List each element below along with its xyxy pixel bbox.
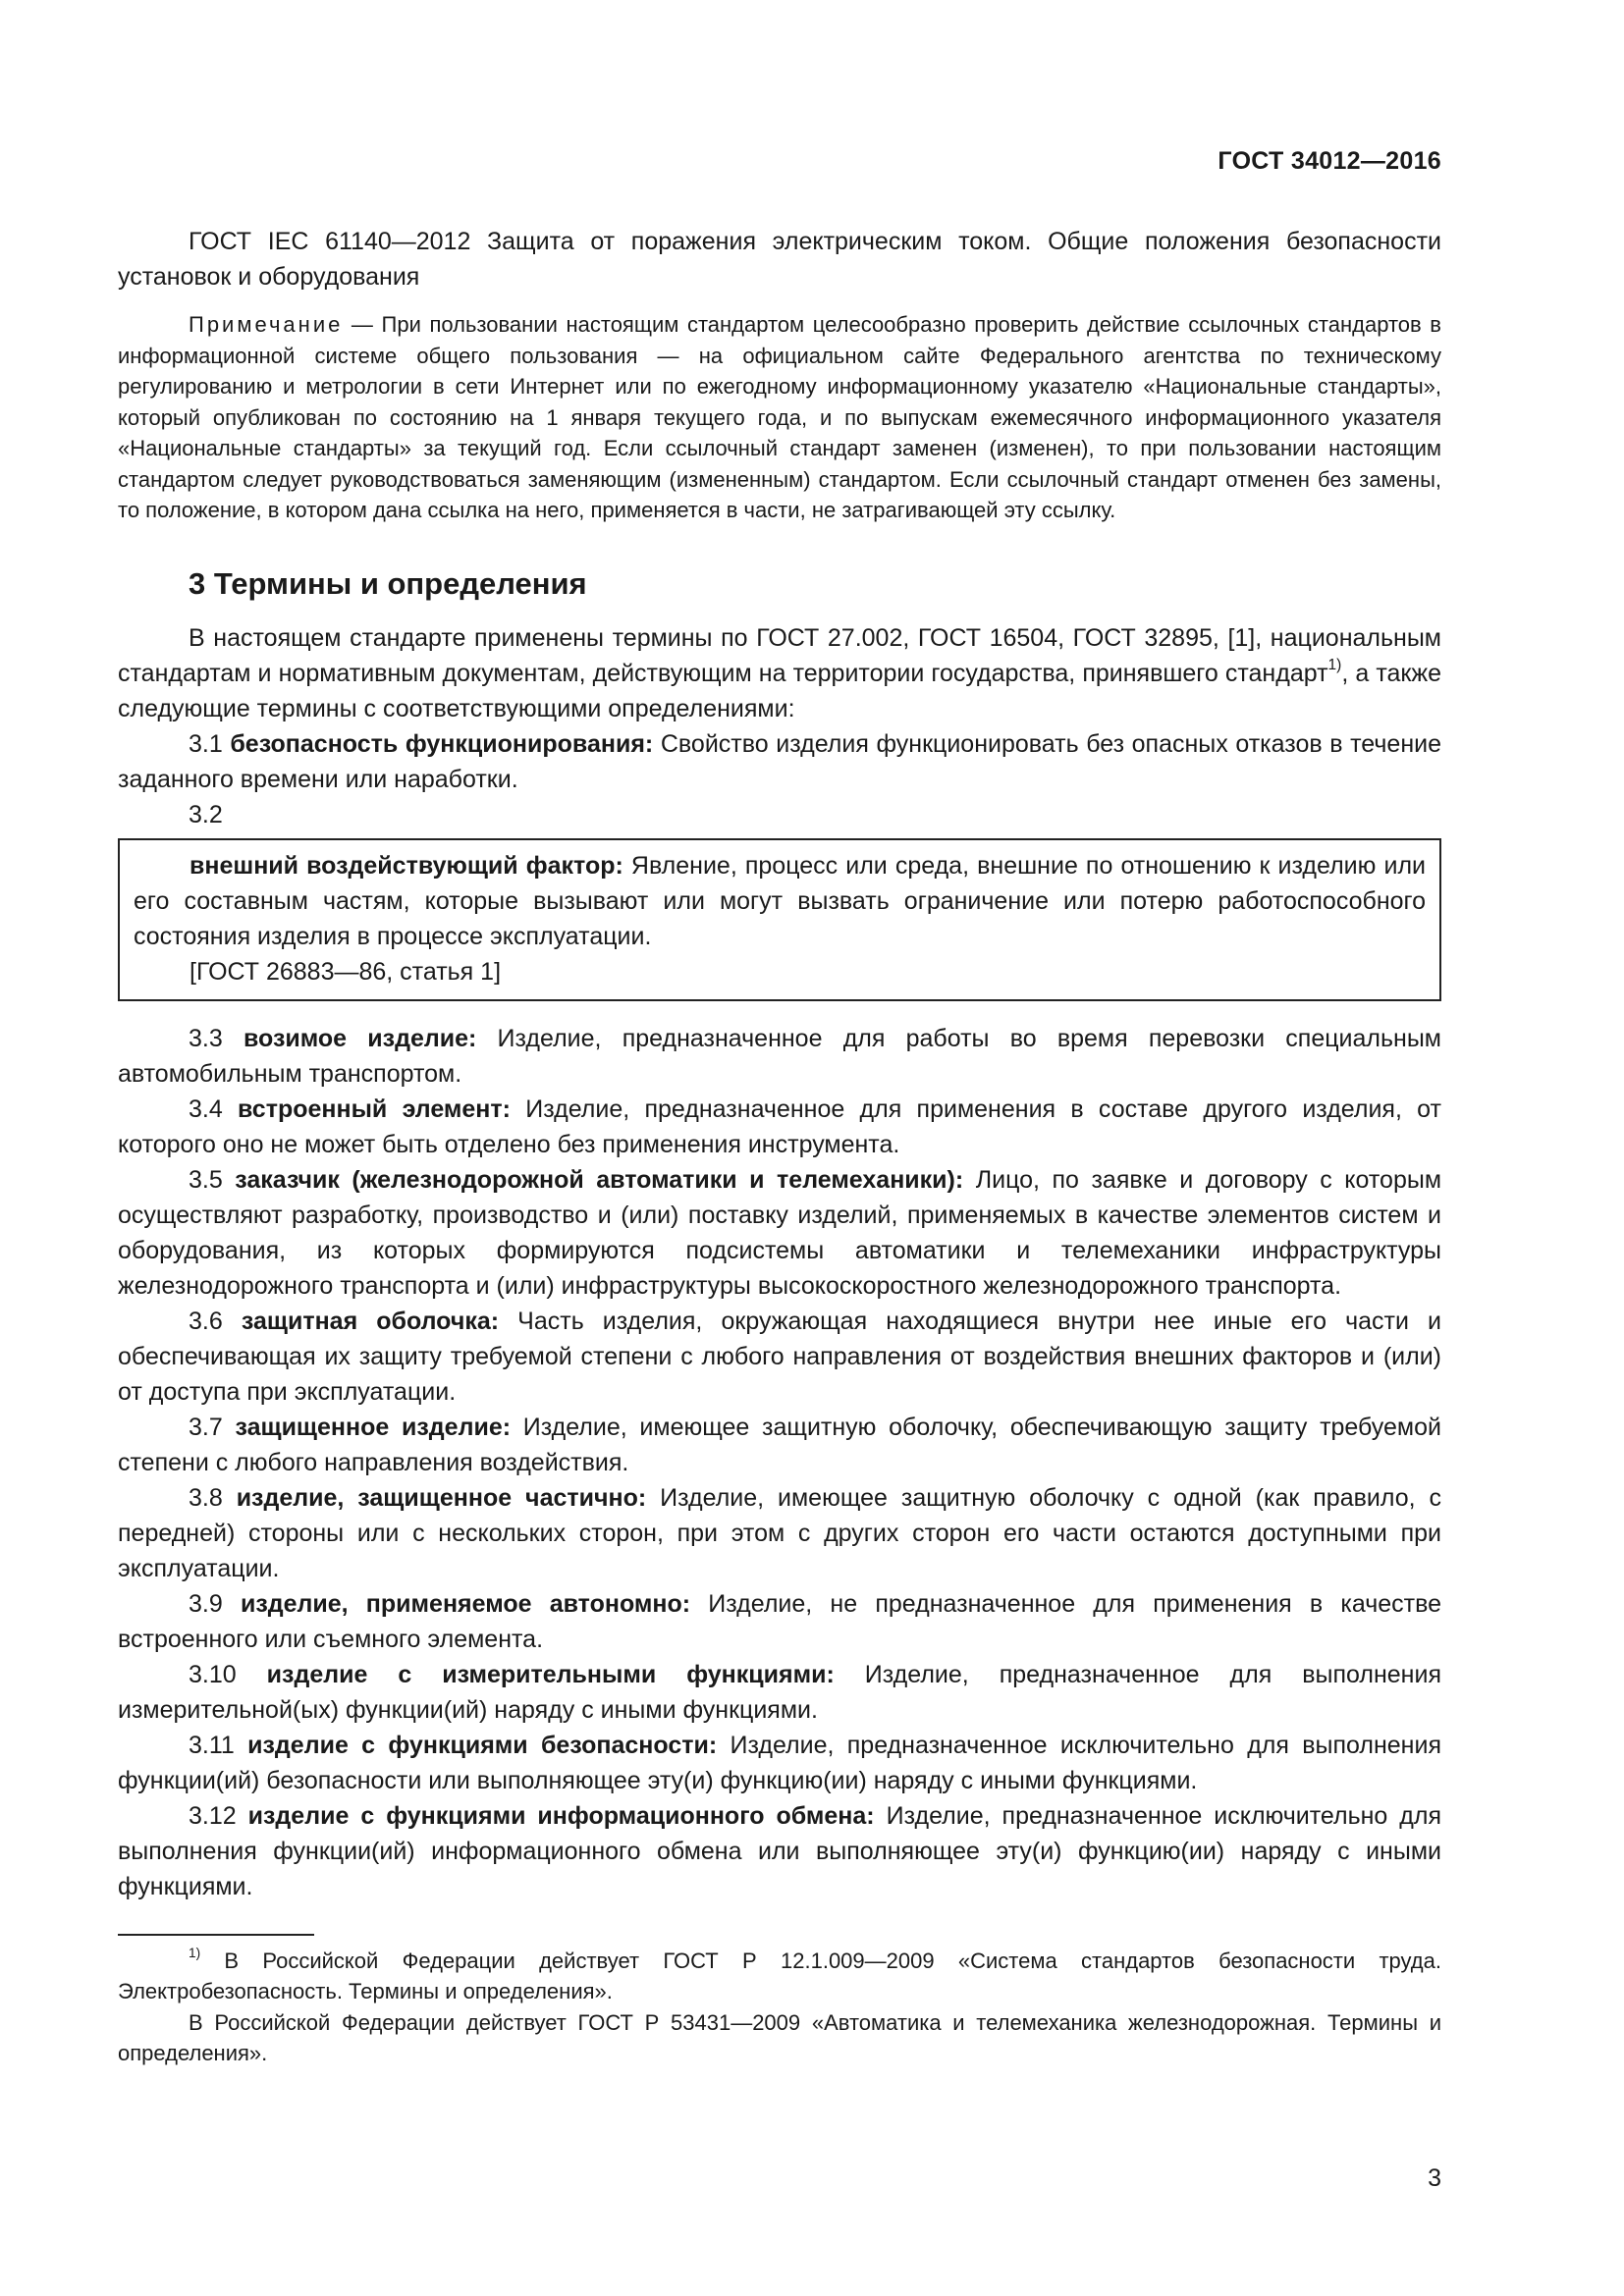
term-3-12: 3.12 изделие с функциями информационного обмена: Изделие, предназначенное исключительно для выполнения функции(ий) информационного обмена или выполняющее эту(и) функцию(ии) наряду с иными функциями.: [118, 1801, 1441, 1900]
term-3-6: 3.6 защитная оболочка: Часть изделия, окружающая находящиеся внутри нее иные его части и обеспечивающая их защиту требуемой степени с любого направления от воздействия внешних факторов и (или) от доступа при эксплуатации.: [118, 1307, 1442, 1406]
boxed-definition: [118, 838, 1441, 1001]
footnote-ref-1: 1): [1327, 656, 1342, 673]
term-title: заказчик (железнодорожной автоматики и телемеханики):: [235, 1165, 964, 1194]
term-3-5: 3.5 заказчик (железнодорожной автоматики и телемеханики): Лицо, по заявке и договору с которым осуществляют разработку, производство и (или) поставку изделий, применяемых в качестве элементов систем и оборудования, из которых формируются подсистемы автоматики и телемеханики инфраструктуры железнодорожного транспорта и (или) инфраструктуры высокоскоростного железнодорожного транспорта.: [118, 1165, 1442, 1300]
reference-note: [118, 309, 1441, 526]
term-3-2-number: 3.2: [189, 800, 223, 828]
boxed-source-ref: [ГОСТ 26883—86, статья 1]: [189, 957, 502, 986]
term-3-4: 3.4 встроенный элемент: Изделие, предназначенное для применения в составе другого изделия, от которого оно не может быть отделено без применения инструмента.: [118, 1095, 1441, 1158]
term-title: внешний воздействующий фактор:: [189, 851, 623, 880]
term-3-7: 3.7 защищенное изделие: Изделие, имеющее защитную оболочку, обеспечивающую защиту требуемой степени с любого направления воздействия.: [118, 1413, 1441, 1476]
section-title: 3 Термины и определения: [189, 565, 587, 601]
note-text: — При пользовании настоящим стандартом целесообразно проверить действие ссылочных стандартов в информационной системе общего пользования — на официальном сайте Федерального агентства по техническому регулированию и метрологии в сети Интернет или по ежегодному информационному указателю «Национальные стандарты», который опубликован по состоянию на 1 января текущего года, и по выпускам ежемесячного информационного указателя «Национальные стандарты» за текущий год. Если ссылочный стандарт заменен (изменен), то при пользовании настоящим стандартом следует руководствоваться заменяющим (измененным) стандартом. Если ссылочный стандарт отменен без замены, то положение, в котором дана ссылка на него, применяется в части, не затрагивающей эту ссылку.: [118, 312, 1441, 522]
note-label: Примечание: [189, 312, 344, 337]
term-3-11: 3.11 изделие с функциями безопасности: Изделие, предназначенное исключительно для выполнения функции(ий) безопасности или выполняющее эту(и) функцию(ии) наряду с иными функциями.: [118, 1731, 1441, 1794]
term-title: безопасность функционирования:: [230, 729, 654, 758]
term-3-1: 3.1 безопасность функционирования: Свойство изделия функционировать без опасных отказов в течение заданного времени или наработки.: [118, 729, 1441, 793]
term-title: изделие с измерительными функциями:: [266, 1660, 835, 1688]
boxed-term: внешний воздействующий фактор: Явление, процесс или среда, внешние по отношению к изделию или его составным частям, которые вызывают или могут вызвать ограничение или потерю работоспособного состояния изделия в процессе эксплуатации.: [134, 851, 1426, 950]
term-title: возимое изделие:: [243, 1024, 477, 1052]
term-title: изделие с функциями информационного обмена:: [247, 1801, 875, 1830]
reference-iec-61140: ГОСТ IEC 61140—2012 Защита от поражения электрическим током. Общие положения безопасности установок и оборудования: [118, 228, 1441, 291]
term-title: изделие, защищенное частично:: [236, 1483, 647, 1512]
term-3-10: 3.10 изделие с измерительными функциями: Изделие, предназначенное для выполнения измерительной(ых) функции(ий) наряду с иными функциями.: [118, 1660, 1441, 1724]
term-3-9: 3.9 изделие, применяемое автономно: Изделие, не предназначенное для применения в качестве встроенного или съемного элемента.: [118, 1589, 1441, 1653]
term-title: защищенное изделие:: [235, 1413, 512, 1441]
page-content: [118, 0, 1441, 2069]
term-title: изделие, применяемое автономно:: [240, 1589, 691, 1618]
footnote-1: $^{1)}$ В Российской Федерации действует ГОСТ Р 12.1.009—2009 «Система стандартов безопасности труда. Электробезопасность. Термины и определения».: [118, 1946, 1441, 2003]
term-3-8: 3.8 изделие, защищенное частично: Изделие, имеющее защитную оболочку с одной (как правило, с передней) стороны или с нескольких сторон, при этом с других сторон его части остаются доступными при эксплуатации.: [118, 1483, 1442, 1582]
footnote-2: В Российской Федерации действует ГОСТ Р 53431—2009 «Автоматика и телемеханика железнодорожная. Термины и определения».: [118, 2009, 1441, 2065]
footnote-marker: 1): [189, 1946, 201, 1961]
term-3-3: 3.3 возимое изделие: Изделие, предназначенное для работы во время перевозки специальным автомобильным транспортом.: [118, 1024, 1441, 1088]
term-title: изделие с функциями безопасности:: [247, 1731, 718, 1759]
page-number: 3: [1428, 2164, 1441, 2192]
document-code: ГОСТ 34012—2016: [1218, 147, 1441, 175]
section-intro: В настоящем стандарте применены термины по ГОСТ 27.002, ГОСТ 16504, ГОСТ 32895, [1], национальным стандартам и нормативным документам, действующим на территории государства, принявшего стандарт$^{1)}$, а также следующие термины с соответствующими определениями:: [118, 623, 1441, 722]
term-title: встроенный элемент:: [238, 1095, 511, 1123]
term-title: защитная оболочка:: [241, 1307, 500, 1335]
